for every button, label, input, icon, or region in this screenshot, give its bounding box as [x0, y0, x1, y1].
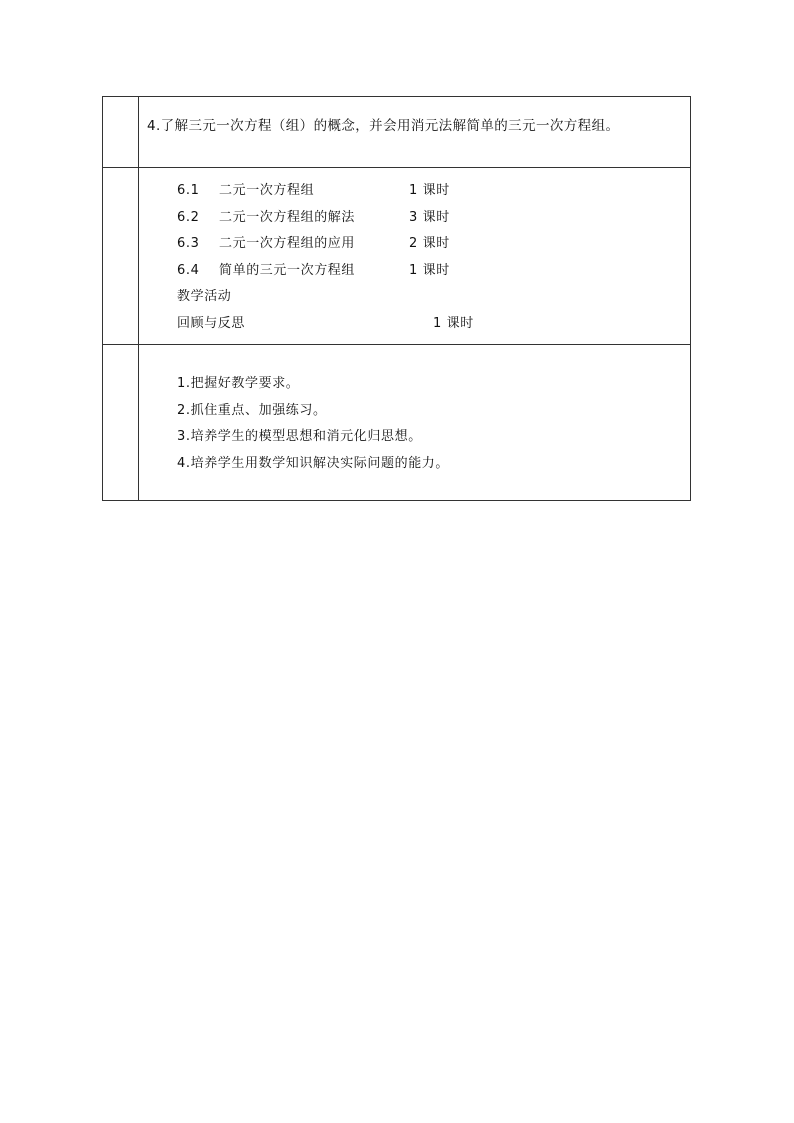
curriculum-table — [102, 96, 691, 501]
suggestions-label-cell — [103, 345, 139, 500]
suggestions-content-cell — [139, 345, 690, 500]
suggestions-row — [103, 344, 690, 500]
schedule-item-title: 简单的三元一次方程组 — [219, 263, 356, 278]
schedule-item-number: 6.2 — [177, 210, 200, 225]
objective-content-cell — [139, 97, 690, 167]
schedule-item-hours: 1 课时 — [409, 183, 450, 198]
suggestion-item: 1.把握好教学要求。 — [177, 376, 300, 391]
schedule-item-hours: 3 课时 — [409, 210, 450, 225]
objective-label-cell — [103, 97, 139, 167]
review-label: 回顾与反思 — [177, 316, 246, 331]
schedule-content-cell — [139, 168, 690, 344]
schedule-item-number: 6.4 — [177, 263, 200, 278]
schedule-row — [103, 167, 690, 344]
schedule-item-number: 6.3 — [177, 236, 200, 251]
suggestion-item: 2.抓住重点、加强练习。 — [177, 403, 327, 418]
suggestion-item: 4.培养学生用数学知识解决实际问题的能力。 — [177, 456, 450, 471]
schedule-item-hours: 1 课时 — [409, 263, 450, 278]
suggestion-item: 3.培养学生的模型思想和消元化归思想。 — [177, 429, 422, 444]
review-hours: 1 课时 — [433, 316, 474, 331]
teaching-activity-label: 教学活动 — [177, 289, 232, 304]
schedule-item-title: 二元一次方程组 — [219, 183, 315, 198]
objective-text: 4.了解三元一次方程（组）的概念，并会用消元法解简单的三元一次方程组。 — [147, 118, 620, 134]
schedule-item-title: 二元一次方程组的解法 — [219, 210, 356, 225]
schedule-item-title: 二元一次方程组的应用 — [219, 236, 356, 251]
objective-row — [103, 97, 690, 167]
schedule-label-cell — [103, 168, 139, 344]
schedule-item-hours: 2 课时 — [409, 236, 450, 251]
schedule-item-number: 6.1 — [177, 183, 200, 198]
